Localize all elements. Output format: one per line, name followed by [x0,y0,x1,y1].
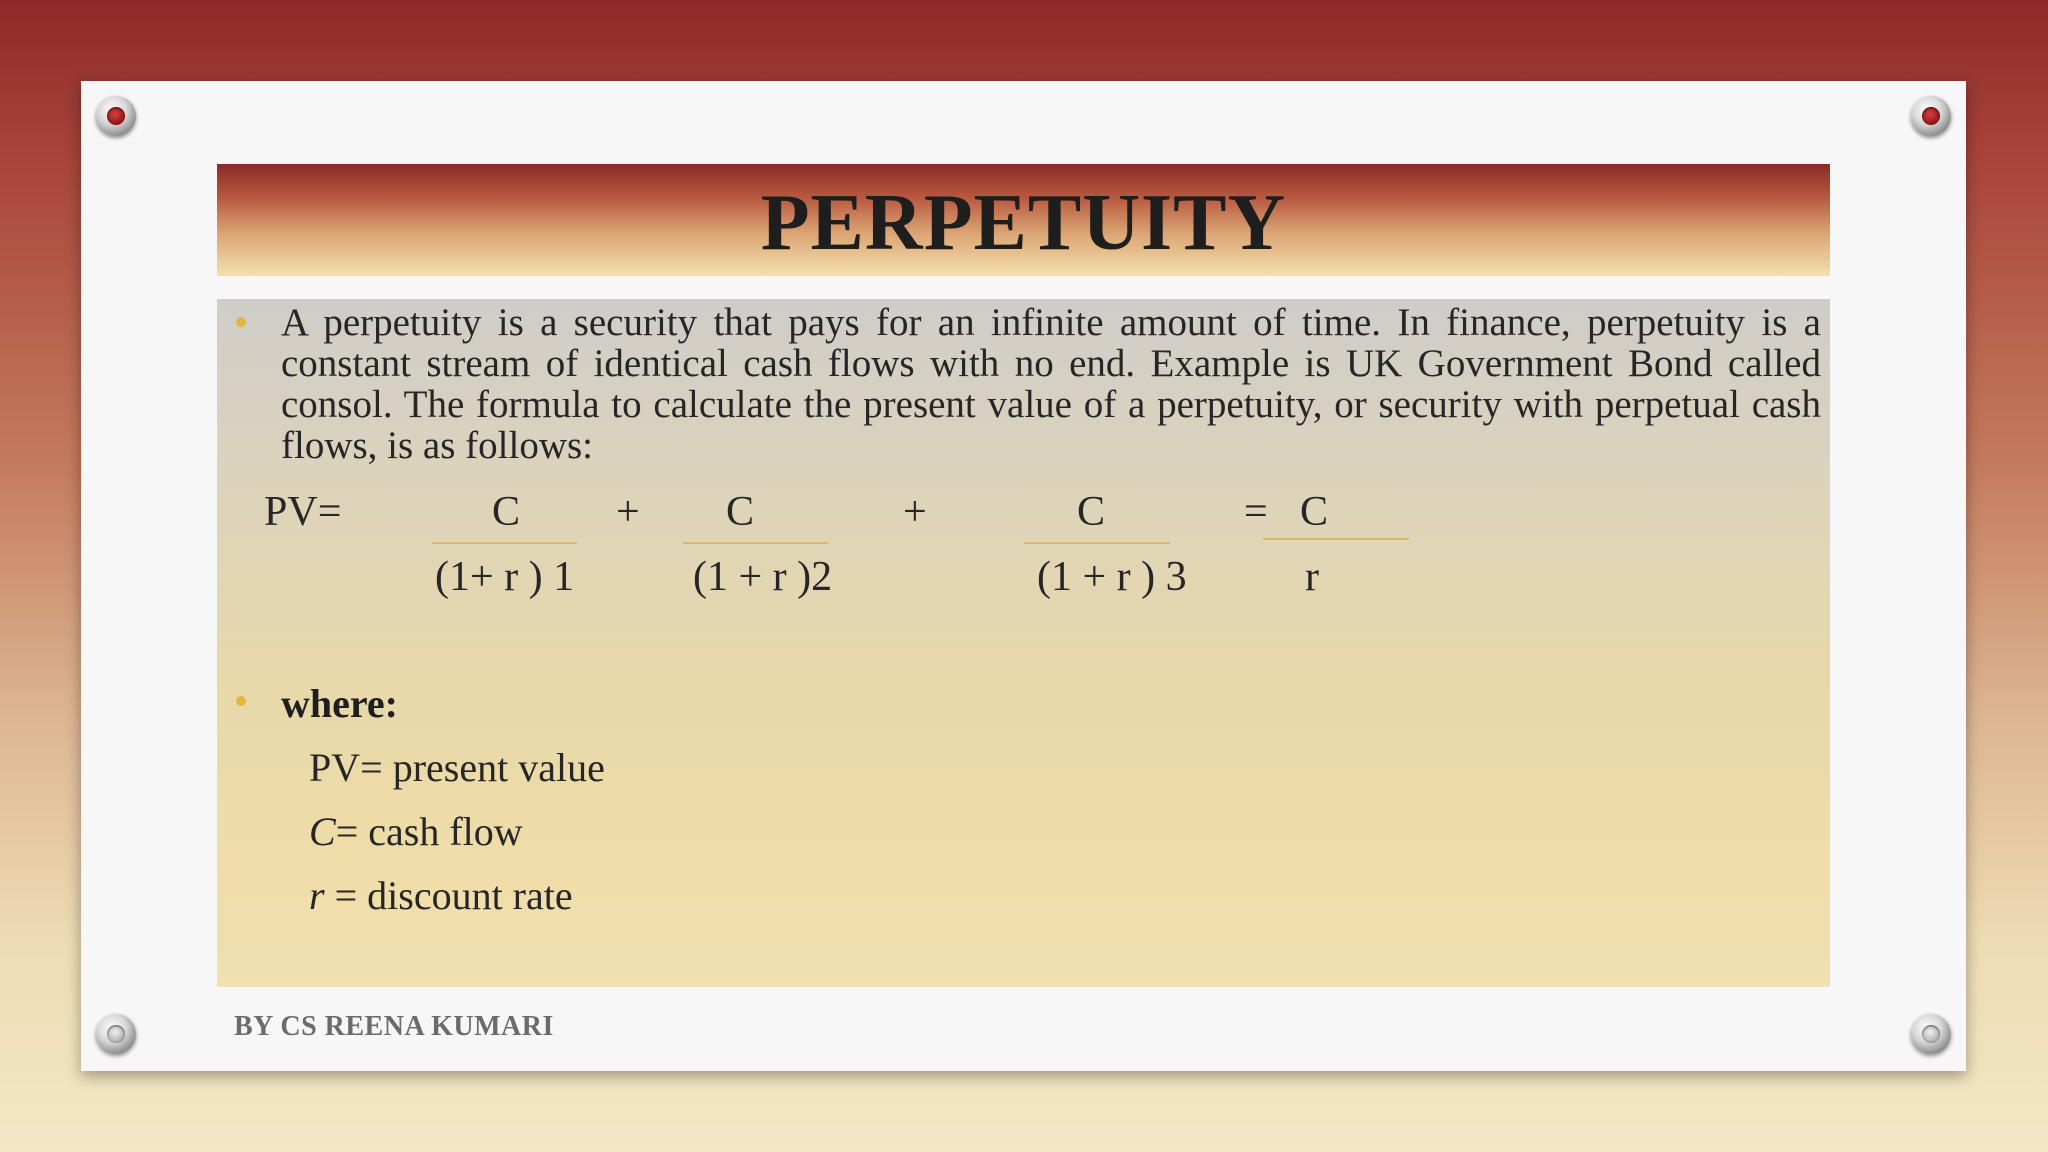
definition-c [309,808,523,855]
plus-sign-2: + [903,489,927,535]
term1-denominator: (1+ r ) 1 [435,554,575,600]
term3-fraction-bar [1024,542,1170,544]
slide-title: PERPETUITY [760,179,1287,267]
definition-pv-text: = present value [360,745,605,790]
intro-paragraph: A perpetuity is a security that pays for an infinite amount of time. In finance, perpetuity is a constant stream of identical cash flows with no end. Example is UK Government Bond called consol. The formula to calculate the present value of a perpetuity, or security with perpetual cash flows, is as follows: [281,301,1821,467]
result-numerator: C [1300,489,1329,535]
formula-lhs: PV= [264,489,342,535]
term1-numerator: C [492,489,521,535]
footer-author: BY CS REENA KUMARI [234,1011,554,1042]
term2-numerator: C [726,489,755,535]
rivet-bottom-right-icon [1911,1014,1951,1054]
bullet-icon [236,317,246,327]
definition-c-text: = cash flow [335,809,523,854]
equals-sign: = [1244,489,1268,535]
symbol-pv: PV [309,745,361,790]
term3-denominator: (1 + r ) 3 [1037,554,1187,600]
definition-pv [309,744,605,791]
title-band [217,164,1830,276]
rivet-top-left-icon [96,96,136,136]
symbol-c: C [309,809,336,854]
rivet-bottom-left-icon [96,1014,136,1054]
term2-fraction-bar [683,542,828,544]
term1-fraction-bar [432,542,577,544]
definition-r-text: = discount rate [324,873,573,918]
term3-numerator: C [1077,489,1106,535]
result-denominator: r [1305,554,1319,600]
term2-denominator: (1 + r )2 [693,554,833,600]
symbol-r: r [309,873,325,918]
rivet-top-right-icon [1911,96,1951,136]
bullet-icon [236,696,246,706]
plus-sign-1: + [616,489,640,535]
where-label: where: [281,681,398,726]
result-fraction-bar [1263,538,1409,540]
definition-r [309,872,573,919]
